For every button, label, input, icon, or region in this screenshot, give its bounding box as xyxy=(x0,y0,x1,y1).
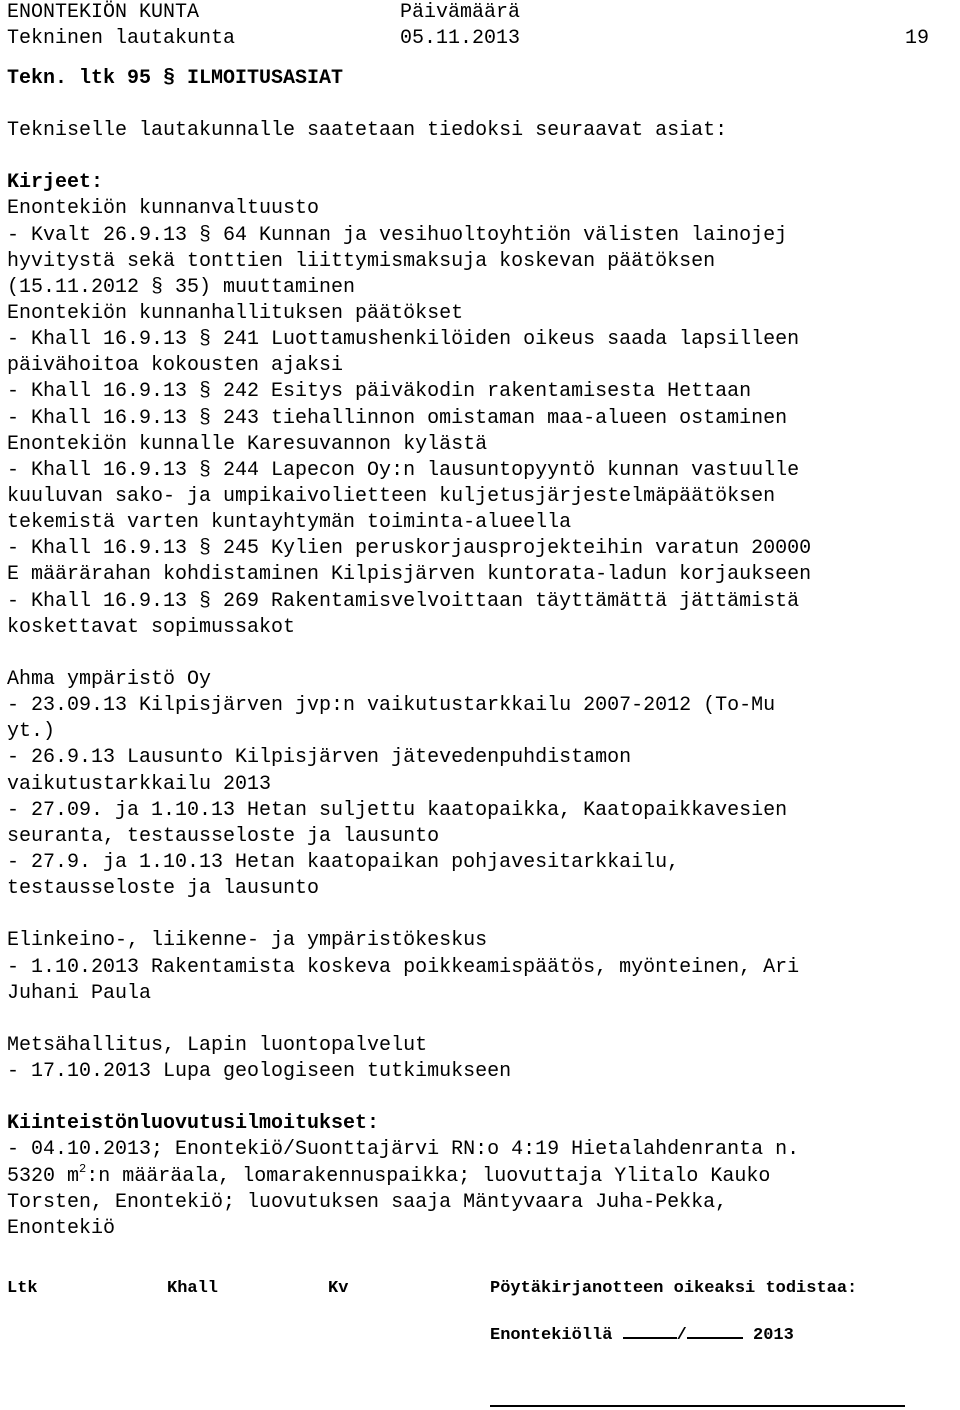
text-line: - Khall 16.9.13 § 241 Luottamushenkilöiden oikeus saada lapsilleen xyxy=(7,328,800,352)
text-line: seuranta, testausseloste ja lausunto xyxy=(7,824,440,848)
text-line: testausseloste ja lausunto xyxy=(7,877,320,901)
text-line: - 17.10.2013 Lupa geologiseen tutkimukseen xyxy=(7,1060,512,1084)
text-line: kuuluvan sako- ja umpikaivolietteen kuljetusjärjestelmäpäätöksen xyxy=(7,484,776,508)
text-line: koskettavat sopimussakot xyxy=(7,615,296,639)
text-line: - Kvalt 26.9.13 § 64 Kunnan ja vesihuoltoyhtiön välisten lainojej xyxy=(7,223,788,247)
text-line: Enontekiön kunnanhallituksen päätökset xyxy=(7,301,464,325)
text-line: - Khall 16.9.13 § 242 Esitys päiväkodin rakentamisesta Hettaan xyxy=(7,380,752,404)
text-line: Metsähallitus, Lapin luontopalvelut xyxy=(7,1033,428,1057)
text-line xyxy=(7,144,952,170)
footer-ltk: Ltk xyxy=(7,1279,38,1298)
text-line: Elinkeino-, liikenne- ja ympäristökeskus xyxy=(7,929,488,953)
text-line xyxy=(7,902,952,928)
area-line-before: 5320 m xyxy=(7,1164,80,1188)
place-name: Enontekiöllä xyxy=(490,1326,613,1345)
footer-khall: Khall xyxy=(167,1279,219,1298)
text-line: - 27.09. ja 1.10.13 Hetan suljettu kaatopaikka, Kaatopaikkavesien xyxy=(7,798,788,822)
municipality-name: ENONTEKIÖN KUNTA xyxy=(7,1,200,24)
date-label: Päivämäärä xyxy=(400,1,521,24)
text-line: - 27.9. ja 1.10.13 Hetan kaatopaikan pohjavesitarkkailu, xyxy=(7,850,680,874)
announcement-body xyxy=(7,118,952,1242)
announcement-lines xyxy=(7,118,952,1164)
text-line: - 26.9.13 Lausunto Kilpisjärven jätevedenpuhdistamon xyxy=(7,746,632,770)
day-blank xyxy=(623,1321,677,1339)
signature-line xyxy=(490,1405,905,1407)
meeting-date: 05.11.2013 xyxy=(400,27,521,50)
area-line xyxy=(7,1161,952,1190)
date-slash: / xyxy=(676,1326,687,1345)
text-line xyxy=(7,1085,952,1111)
text-line: - Khall 16.9.13 § 244 Lapecon Oy:n lausuntopyyntö kunnan vastuulle xyxy=(7,458,800,482)
section-title: Tekn. ltk 95 § ILMOITUSASIAT xyxy=(7,67,344,90)
text-line: - 04.10.2013; Enontekiö/Suonttajärvi RN:o 4:19 Hietalahdenranta n. xyxy=(7,1138,800,1162)
text-line: - Khall 16.9.13 § 245 Kylien peruskorjausprojekteihin varatun 20000 xyxy=(7,537,812,561)
text-line: - 1.10.2013 Rakentamista koskeva poikkeamispäätös, myönteinen, Ari xyxy=(7,955,800,979)
section-heading: Kiinteistönluovutusilmoitukset: xyxy=(7,1112,380,1136)
signature-year: 2013 xyxy=(753,1326,794,1345)
tail-line: Torsten, Enontekiö; luovutuksen saaja Mäntyvaara Juha-Pekka, xyxy=(7,1190,728,1214)
text-line: - Khall 16.9.13 § 243 tiehallinnon omistaman maa-alueen ostaminen xyxy=(7,406,788,430)
board-name: Tekninen lautakunta xyxy=(7,27,236,50)
section-heading: Kirjeet: xyxy=(7,171,104,195)
text-line: (15.11.2012 § 35) muuttaminen xyxy=(7,275,356,299)
text-line: E määrärahan kohdistaminen Kilpisjärven kuntorata-ladun korjaukseen xyxy=(7,563,812,587)
month-blank xyxy=(687,1321,743,1339)
text-line xyxy=(7,1007,952,1033)
tail-line: Enontekiö xyxy=(7,1216,116,1240)
footer-row xyxy=(7,1278,952,1410)
footer-kv: Kv xyxy=(328,1279,349,1298)
text-line xyxy=(7,641,952,667)
signature-place-date xyxy=(490,1321,794,1347)
area-line-after: :n määräala, lomarakennuspaikka; luovuttaja Ylitalo Kauko xyxy=(86,1164,771,1188)
text-line: Enontekiön kunnanvaltuusto xyxy=(7,197,320,221)
text-line: päivähoitoa kokousten ajaksi xyxy=(7,354,344,378)
page-number: 19 xyxy=(905,27,930,50)
area-superscript: 2 xyxy=(79,1161,87,1176)
footer-certify: Pöytäkirjanotteen oikeaksi todistaa: xyxy=(490,1279,858,1298)
text-line: hyvitystä sekä tonttien liittymismaksuja koskevan päätöksen xyxy=(7,249,716,273)
text-line: vaikutustarkkailu 2013 xyxy=(7,772,272,796)
text-line: - 23.09.13 Kilpisjärven jvp:n vaikutustarkkailu 2007-2012 (To-Mu xyxy=(7,694,776,718)
text-line: Ahma ympäristö Oy xyxy=(7,667,212,691)
text-line: Juhani Paula xyxy=(7,981,152,1005)
text-line: - Khall 16.9.13 § 269 Rakentamisvelvoittaan täyttämättä jättämistä xyxy=(7,589,800,613)
text-line: Tekniselle lautakunnalle saatetaan tiedoksi seuraavat asiat: xyxy=(7,119,728,142)
text-line: yt.) xyxy=(7,720,56,744)
text-line: Enontekiön kunnalle Karesuvannon kylästä xyxy=(7,432,488,456)
text-line: tekemistä varten kuntayhtymän toiminta-alueella xyxy=(7,511,572,535)
